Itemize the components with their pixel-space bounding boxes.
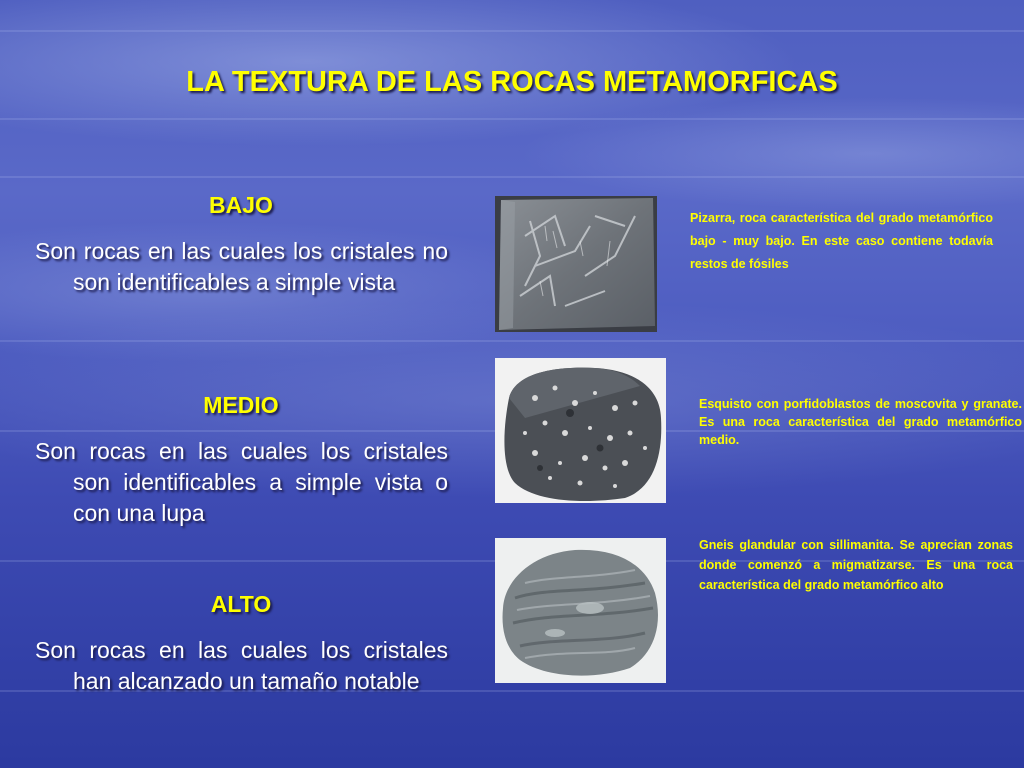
level-text-medio: Son rocas en las cuales los cristales son identificables a simple vista o con una lupa	[35, 438, 448, 526]
background-wave	[0, 340, 1024, 342]
level-heading-medio: MEDIO	[203, 392, 279, 418]
level-heading-alto: ALTO	[210, 591, 272, 617]
schist-rock-photo	[495, 358, 666, 503]
caption-gneiss: Gneis glandular con sillimanita. Se aprecian zonas donde comenzó a migmatizarse. Es una roca característica del grado metamórfico alto	[699, 538, 1013, 592]
caption-schist: Esquisto con porfidoblastos de moscovita y granate. Es una roca característica del grado metamórfico medio.	[699, 397, 1022, 447]
level-text-alto: Son rocas en las cuales los cristales han alcanzado un tamaño notable	[35, 637, 448, 694]
slate-rock-photo	[495, 196, 657, 332]
gneiss-rock-photo	[495, 538, 666, 683]
background-wave	[0, 118, 1024, 120]
level-heading-bajo: BAJO	[209, 192, 273, 218]
level-text-bajo: Son rocas en las cuales los cristales no son identificables a simple vista	[35, 238, 448, 295]
background-wave	[0, 176, 1024, 178]
background-wave	[0, 30, 1024, 32]
slide-title: LA TEXTURA DE LAS ROCAS METAMORFICAS	[186, 66, 838, 98]
caption-slate: Pizarra, roca característica del grado metamórfico bajo - muy bajo. En este caso contiene todavía restos de fósiles	[690, 211, 993, 271]
